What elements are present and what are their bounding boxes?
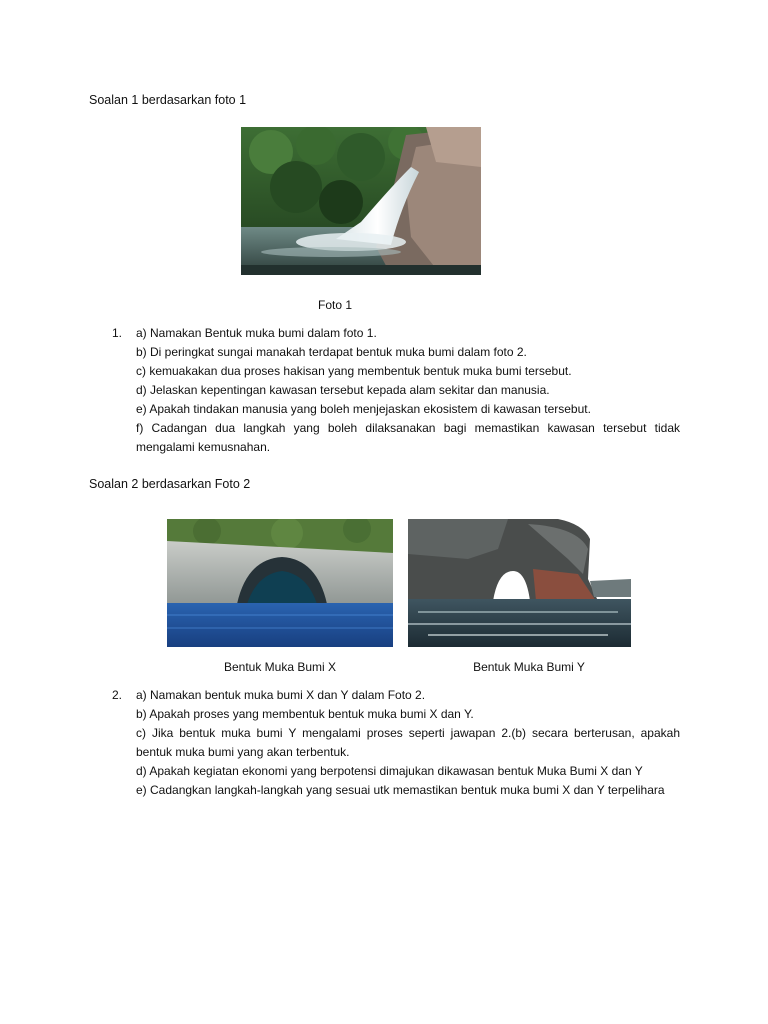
question1-block — [112, 324, 680, 457]
q2-line-b: b) Apakah proses yang membentuk bentuk muka bumi X dan Y. — [136, 707, 474, 721]
question2-number: 2. — [112, 688, 123, 702]
sea-arch-photo — [408, 519, 631, 647]
question2-block — [112, 686, 680, 800]
sea-cave-photo — [167, 519, 393, 647]
waterfall-photo — [241, 127, 481, 275]
q1-line-d: d) Jelaskan kepentingan kawasan tersebut kepada alam sekitar dan manusia. — [136, 383, 550, 397]
q2-line-e: e) Cadangkan langkah-langkah yang sesuai utk memastikan bentuk muka bumi X dan Y terpelihara — [136, 783, 665, 797]
q1-line-c: c) kemuakakan dua proses hakisan yang membentuk bentuk muka bumi tersebut. — [136, 364, 572, 378]
landform-x-caption: Bentuk Muka Bumi X — [223, 660, 337, 674]
question1-number: 1. — [112, 326, 123, 340]
q2-line-d: d) Apakah kegiatan ekonomi yang berpotensi dimajukan dikawasan bentuk Muka Bumi X dan Y — [136, 764, 643, 778]
landform-y-caption: Bentuk Muka Bumi Y — [473, 660, 585, 674]
q2-line-c: c) Jika bentuk muka bumi Y mengalami proses seperti jawapan 2.(b) secara berterusan, apakah bentuk muka bumi yang akan terbentuk. — [136, 726, 680, 759]
photo1-caption: Foto 1 — [317, 298, 353, 312]
section1-heading: Soalan 1 berdasarkan foto 1 — [89, 93, 247, 107]
section2-heading: Soalan 2 berdasarkan Foto 2 — [89, 477, 251, 491]
q1-line-b: b) Di peringkat sungai manakah terdapat bentuk muka bumi dalam foto 2. — [136, 345, 527, 359]
q1-line-e: e) Apakah tindakan manusia yang boleh menjejaskan ekosistem di kawasan tersebut. — [136, 402, 591, 416]
q2-line-a: a) Namakan bentuk muka bumi X dan Y dalam Foto 2. — [136, 688, 426, 702]
q1-line-f: f) Cadangan dua langkah yang boleh dilaksanakan bagi memastikan kawasan tersebut tidak mengalami kemusnahan. — [136, 421, 680, 454]
q1-line-a: a) Namakan Bentuk muka bumi dalam foto 1. — [136, 326, 377, 340]
